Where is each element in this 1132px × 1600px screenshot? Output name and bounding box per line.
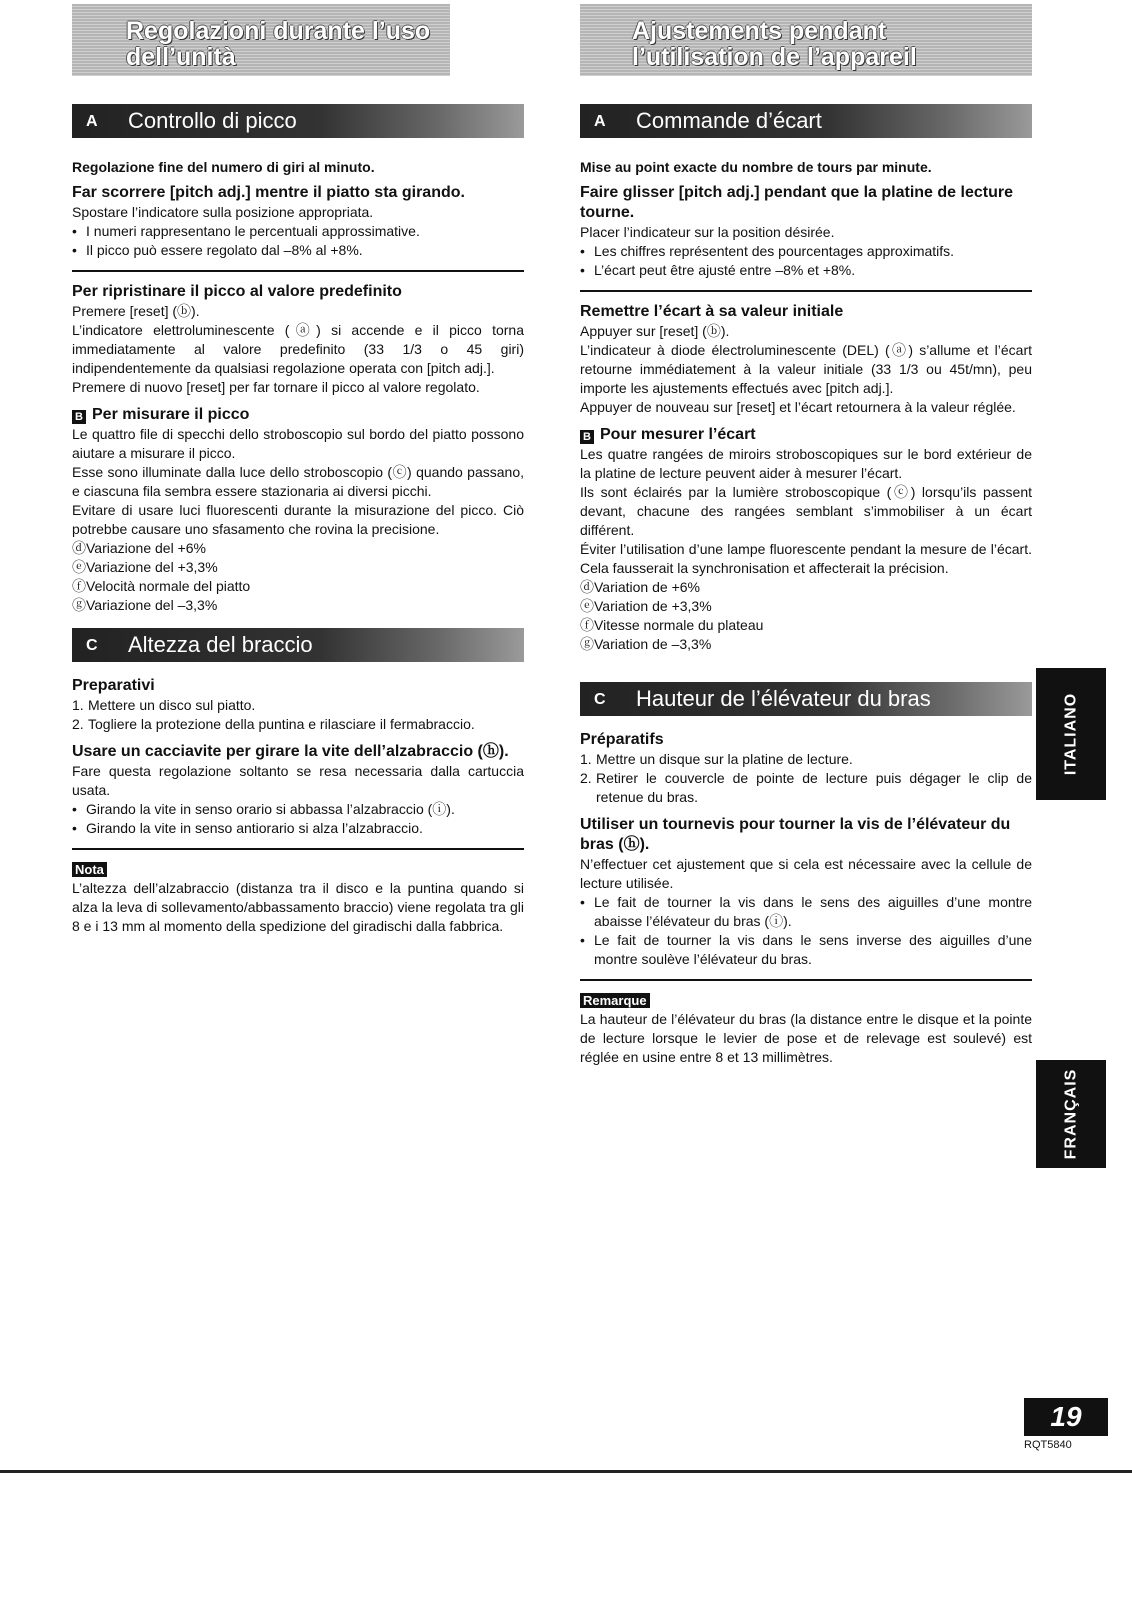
- variation-item: ⓓVariation de +6%: [580, 579, 700, 595]
- language-tab-label: FRANÇAIS: [1062, 1068, 1080, 1160]
- section-title: Controllo di picco: [128, 108, 297, 133]
- reset-line: Premere [reset] (ⓑ).: [72, 303, 200, 319]
- section-c-body: [72, 676, 524, 936]
- section-b-letter: B: [580, 430, 594, 444]
- reset-line: Appuyer de nouveau sur [reset] et l’écart retournera à la valeur réglée.: [580, 399, 1016, 415]
- section-a-body: [72, 158, 524, 615]
- italian-banner-title: Regolazioni durante l’uso dell’unità: [126, 17, 431, 71]
- section-a-bar: [580, 104, 1032, 138]
- reset-line: Premere di nuovo [reset] per far tornare il picco al valore regolato.: [72, 379, 480, 395]
- section-c-bar: [580, 682, 1032, 716]
- divider: [72, 270, 524, 272]
- language-tab-francais: [1036, 1060, 1106, 1168]
- list-item: 2. Retirer le couvercle de pointe de lecture puis dégager le clip de retenue du bras.: [580, 770, 1032, 805]
- bullet-list: [72, 222, 524, 260]
- language-tab-italiano: [1036, 668, 1106, 800]
- paragraph: Evitare di usare luci fluorescenti durante la misurazione del picco. Ciò potrebbe causare uno sfasamento che rovina la precisione.: [72, 502, 524, 537]
- reset-heading: Per ripristinare il picco al valore predefinito: [72, 283, 402, 300]
- section-a-body: [580, 158, 1032, 654]
- french-banner-title: Ajustements pendant l’utilisation de l’appareil: [632, 17, 917, 71]
- instruction-text: Placer l’indicateur sur la position désirée.: [580, 224, 835, 240]
- steps-list: [580, 750, 1032, 807]
- variation-item: ⓕVelocità normale del piatto: [72, 578, 251, 594]
- section-b-letter: B: [72, 410, 86, 424]
- section-c-body: [580, 730, 1032, 1067]
- list-item: • Girando la vite in senso antiorario si alza l’alzabraccio.: [72, 819, 524, 838]
- section-b-heading: B Per misurare il picco: [72, 405, 524, 425]
- section-b-heading: B Pour mesurer l’écart: [580, 425, 1032, 445]
- instruction-heading: Far scorrere [pitch adj.] mentre il piatto sta girando.: [72, 184, 465, 201]
- note-text: La hauteur de l’élévateur du bras (la distance entre le disque et la pointe de lecture lorsque le levier de pose et de relevage est soulevé) est réglée en usine entre 8 et 13 millimètres.: [580, 1011, 1032, 1065]
- variation-item: ⓖVariazione del –3,3%: [72, 597, 218, 613]
- section-c-bar: [72, 628, 524, 662]
- section-letter: C: [86, 637, 98, 654]
- variation-item: ⓕVitesse normale du plateau: [580, 617, 764, 633]
- instruction-text: Spostare l’indicatore sulla posizione appropriata.: [72, 204, 374, 220]
- italian-banner: [72, 4, 450, 76]
- section-title: Altezza del braccio: [128, 632, 313, 657]
- page-number: 19: [1024, 1398, 1108, 1436]
- paragraph: Le quattro file di specchi dello stroboscopio sul bordo del piatto possono aiutare a misurare il picco.: [72, 426, 524, 461]
- list-item: • Il picco può essere regolato dal –8% al +8%.: [72, 241, 524, 260]
- variation-item: ⓔVariation de +3,3%: [580, 598, 712, 614]
- list-item: 2. Togliere la protezione della puntina e rilasciare il fermabraccio.: [72, 716, 475, 732]
- lead-text: Mise au point exacte du nombre de tours par minute.: [580, 159, 932, 175]
- screw-text: N’effectuer cet ajustement que si cela est nécessaire avec la cellule de lecture utilisée.: [580, 856, 1032, 891]
- section-letter: C: [594, 691, 606, 708]
- reset-line: L’indicatore elettroluminescente (ⓐ) si accende e il picco torna immediatamente al valore predefinito (33 1/3 o 45 giri) indipendentemente da qualsiasi regolazione operata con [pitch adj.].: [72, 322, 524, 376]
- screw-heading: Utiliser un tournevis pour tourner la vis de l’élévateur du bras (ⓗ).: [580, 816, 1011, 853]
- bullet-list: [580, 893, 1032, 969]
- divider: [72, 848, 524, 850]
- paragraph: Les quatre rangées de miroirs stroboscopiques sur le bord extérieur de la platine de lecture peuvent aider à mesurer l’écart.: [580, 446, 1032, 481]
- document-code: RQT5840: [1024, 1439, 1072, 1451]
- note-label: Remarque: [580, 993, 650, 1008]
- divider: [580, 979, 1032, 981]
- bullet-list: [72, 800, 524, 838]
- section-letter: A: [594, 113, 606, 130]
- instruction-heading: Faire glisser [pitch adj.] pendant que la platine de lecture tourne.: [580, 184, 1013, 221]
- list-item: • Le fait de tourner la vis dans le sens inverse des aiguilles d’une montre soulève l’élévateur du bras.: [580, 931, 1032, 969]
- prep-heading: Preparativi: [72, 677, 155, 694]
- variation-item: ⓖVariation de –3,3%: [580, 636, 712, 652]
- list-item: • Girando la vite in senso orario si abbassa l’alzabraccio (ⓘ).: [72, 800, 524, 819]
- list-item: • Les chiffres représentent des pourcentages approximatifs.: [580, 242, 1032, 261]
- variation-item: ⓓVariazione del +6%: [72, 540, 206, 556]
- list-item: • Le fait de tourner la vis dans le sens des aiguilles d’une montre abaisse l’élévateur du bras (ⓘ).: [580, 893, 1032, 931]
- note-text: L’altezza dell’alzabraccio (distanza tra il disco e la puntina quando si alza la leva di sollevamento/abbassamento braccio) viene regolata tra gli 8 e i 13 mm al momento della spedizione del giradischi dalla fabbrica.: [72, 880, 524, 934]
- section-title: Commande d’écart: [636, 108, 822, 133]
- prep-heading: Préparatifs: [580, 731, 664, 748]
- divider: [580, 290, 1032, 292]
- variation-item: ⓔVariazione del +3,3%: [72, 559, 218, 575]
- language-tab-label: ITALIANO: [1062, 692, 1080, 776]
- footer-rule: [0, 1470, 1132, 1473]
- note-label: Nota: [72, 862, 107, 877]
- screw-heading: Usare un cacciavite per girare la vite dell’alzabraccio (ⓗ).: [72, 743, 509, 760]
- lead-text: Regolazione fine del numero di giri al minuto.: [72, 159, 375, 175]
- reset-heading: Remettre l’écart à sa valeur initiale: [580, 303, 844, 320]
- bullet-list: [580, 242, 1032, 280]
- reset-line: Appuyer sur [reset] (ⓑ).: [580, 323, 730, 339]
- section-letter: A: [86, 113, 98, 130]
- reset-line: L’indicateur à diode électroluminescente (DEL) (ⓐ) s’allume et l’écart retourne immédiatement à la valeur initiale (33 1/3 ou 45t/mn), peu importe les ajustements effectués avec [pitch adj.].: [580, 342, 1032, 396]
- list-item: 1. Mettere un disco sul piatto.: [72, 697, 256, 713]
- paragraph: Esse sono illuminate dalla luce dello stroboscopio (ⓒ) quando passano, e ciascuna fila sembra essere stazionaria ai diversi picchi.: [72, 464, 524, 499]
- list-item: • L’écart peut être ajusté entre –8% et +8%.: [580, 261, 1032, 280]
- screw-text: Fare questa regolazione soltanto se resa necessaria dalla cartuccia usata.: [72, 763, 524, 798]
- paragraph: Éviter l’utilisation d’une lampe fluorescente pendant la mesure de l’écart. Cela fausserait la synchronisation et affecterait la précision.: [580, 541, 1032, 576]
- french-banner: [580, 4, 1032, 76]
- list-item: • I numeri rappresentano le percentuali approssimative.: [72, 222, 524, 241]
- steps-list: [72, 696, 524, 734]
- section-title: Hauteur de l’élévateur du bras: [636, 686, 931, 711]
- paragraph: Ils sont éclairés par la lumière stroboscopique (ⓒ) lorsqu’ils passent devant, chacune des rangées semblant s’immobiliser à un écart différent.: [580, 484, 1032, 538]
- list-item: 1. Mettre un disque sur la platine de lecture.: [580, 751, 853, 767]
- section-a-bar: [72, 104, 524, 138]
